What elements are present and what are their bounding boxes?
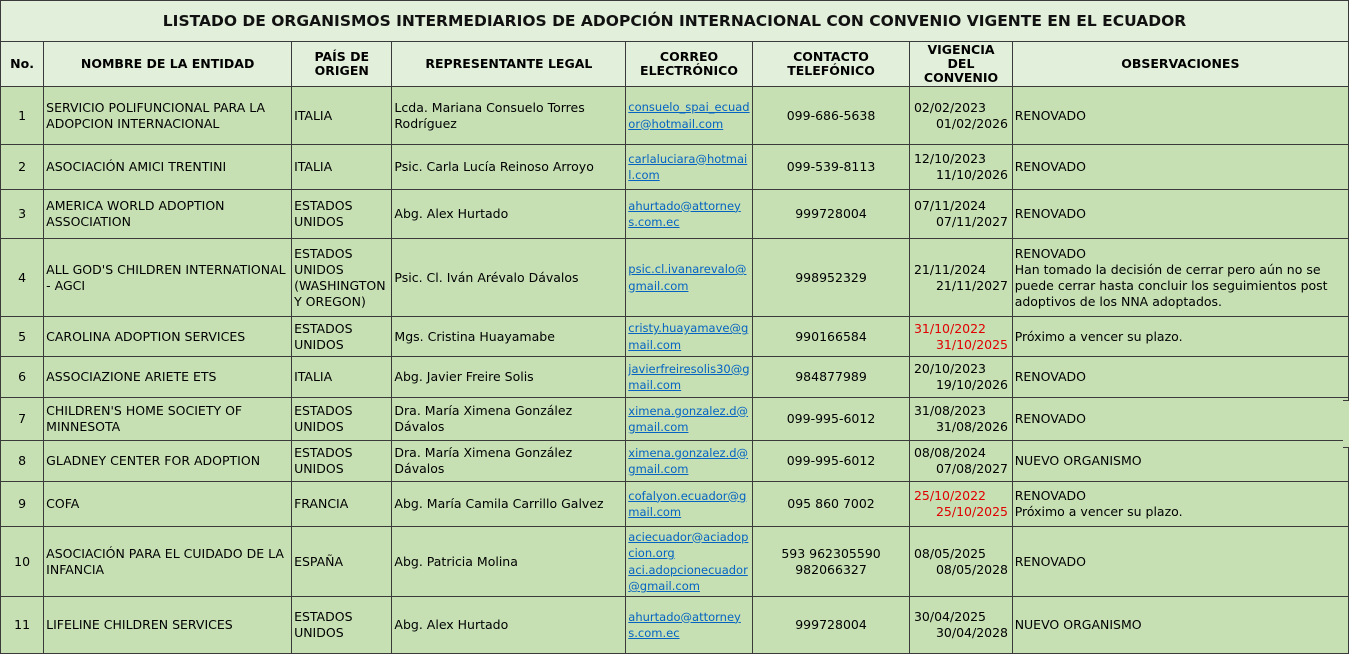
cell-country: ITALIA	[292, 145, 392, 190]
row-overflow-edge	[1343, 400, 1349, 448]
cell-email	[626, 239, 752, 317]
validity-end-date: 08/05/2028	[935, 561, 1009, 577]
validity-end-date: 31/10/2025	[935, 336, 1009, 352]
validity-start-date: 02/02/2023	[913, 99, 987, 115]
table-row	[1, 239, 1349, 317]
cell-representative: Abg. Alex Hurtado	[392, 597, 626, 654]
cell-no: 10	[1, 527, 44, 597]
validity-start-date: 21/11/2024	[913, 261, 987, 277]
cell-entity: COFA	[44, 482, 292, 527]
header-entity: NOMBRE DE LA ENTIDAD	[44, 42, 292, 87]
cell-validity	[910, 482, 1012, 527]
cell-notes: NUEVO ORGANISMO	[1012, 441, 1348, 482]
header-country: PAÍS DE ORIGEN	[292, 42, 392, 87]
cell-country: ITALIA	[292, 357, 392, 398]
validity-start-date: 25/10/2022	[913, 488, 987, 503]
cell-validity	[910, 441, 1012, 482]
table-row	[1, 317, 1349, 357]
cell-phone: 998952329	[752, 239, 910, 317]
validity-end-date: 19/10/2026	[935, 377, 1009, 392]
validity-start-date: 31/10/2022	[913, 320, 987, 336]
cell-representative: Lcda. Mariana Consuelo Torres Rodríguez	[392, 87, 626, 145]
cell-notes: RENOVADO	[1012, 357, 1348, 398]
validity-start-date: 08/08/2024	[913, 445, 987, 460]
cell-phone: 099-539-8113	[752, 145, 910, 190]
cell-validity	[910, 145, 1012, 190]
cell-phone: 593 962305590 982066327	[752, 527, 910, 597]
cell-phone: 999728004	[752, 597, 910, 654]
cell-representative: Abg. María Camila Carrillo Galvez	[392, 482, 626, 527]
table-row	[1, 87, 1349, 145]
table-row	[1, 190, 1349, 239]
cell-email	[626, 87, 752, 145]
email-link[interactable]: carlaluciara@hotmail.com	[628, 151, 748, 182]
cell-no: 1	[1, 87, 44, 145]
table-title: LISTADO DE ORGANISMOS INTERMEDIARIOS DE ADOPCIÓN INTERNACIONAL CON CONVENIO VIGENTE EN EL ECUADOR	[162, 12, 1187, 30]
cell-validity	[910, 87, 1012, 145]
table-row	[1, 441, 1349, 482]
email-link[interactable]: ximena.gonzalez.d@gmail.com	[628, 445, 749, 476]
cell-entity: LIFELINE CHILDREN SERVICES	[44, 597, 292, 654]
validity-start-date: 30/04/2025	[913, 609, 987, 624]
cell-country: ESTADOS UNIDOS (WASHINGTON Y OREGON)	[292, 239, 392, 317]
cell-validity	[910, 190, 1012, 239]
validity-end-date: 07/08/2027	[935, 461, 1009, 476]
header-notes: OBSERVACIONES	[1012, 42, 1348, 87]
cell-no: 7	[1, 398, 44, 441]
cell-representative: Psic. Carla Lucía Reinoso Arroyo	[392, 145, 626, 190]
cell-notes: RENOVADO	[1012, 527, 1348, 597]
table-body	[1, 87, 1349, 654]
cell-validity	[910, 357, 1012, 398]
validity-start-date: 08/05/2025	[913, 545, 987, 561]
cell-email	[626, 482, 752, 527]
header-row	[1, 42, 1349, 87]
cell-validity	[910, 317, 1012, 357]
validity-start-date: 12/10/2023	[913, 151, 987, 166]
cell-email	[626, 317, 752, 357]
cell-email	[626, 441, 752, 482]
validity-end-date: 21/11/2027	[935, 277, 1009, 293]
cell-phone: 095 860 7002	[752, 482, 910, 527]
header-no: No.	[1, 42, 44, 87]
validity-end-date: 25/10/2025	[935, 504, 1009, 519]
table-row	[1, 398, 1349, 441]
email-link[interactable]: psic.cl.ivanarevalo@gmail.com	[628, 262, 747, 293]
header-validity: VIGENCIA DEL CONVENIO	[910, 42, 1012, 87]
email-link[interactable]: javierfreiresolis30@gmail.com	[628, 361, 750, 392]
cell-email	[626, 190, 752, 239]
email-link[interactable]: aciecuador@aciadopcion.org	[628, 529, 749, 560]
email-link[interactable]: aci.adopcionecuador@gmail.com	[628, 562, 748, 593]
cell-country: FRANCIA	[292, 482, 392, 527]
cell-country: ESTADOS UNIDOS	[292, 190, 392, 239]
email-link[interactable]: ximena.gonzalez.d@gmail.com	[628, 403, 749, 434]
table-row	[1, 145, 1349, 190]
cell-phone: 099-995-6012	[752, 398, 910, 441]
cell-entity: ALL GOD'S CHILDREN INTERNATIONAL - AGCI	[44, 239, 292, 317]
cell-validity	[910, 398, 1012, 441]
cell-representative: Abg. Patricia Molina	[392, 527, 626, 597]
cell-representative: Abg. Alex Hurtado	[392, 190, 626, 239]
cell-no: 2	[1, 145, 44, 190]
cell-notes: Próximo a vencer su plazo.	[1012, 317, 1348, 357]
cell-email	[626, 597, 752, 654]
email-link[interactable]: ahurtado@attorneys.com.ec	[628, 198, 741, 229]
validity-end-date: 01/02/2026	[935, 115, 1009, 131]
table-row	[1, 482, 1349, 527]
cell-country: ITALIA	[292, 87, 392, 145]
cell-notes: RENOVADO	[1012, 145, 1348, 190]
cell-email	[626, 145, 752, 190]
cell-email	[626, 527, 752, 597]
cell-entity: CAROLINA ADOPTION SERVICES	[44, 317, 292, 357]
cell-email	[626, 398, 752, 441]
validity-end-date: 07/11/2027	[935, 214, 1009, 229]
cell-representative: Dra. María Ximena González Dávalos	[392, 398, 626, 441]
cell-country: ESTADOS UNIDOS	[292, 398, 392, 441]
cell-no: 3	[1, 190, 44, 239]
cell-no: 8	[1, 441, 44, 482]
cell-entity: ASOCIACIÓN AMICI TRENTINI	[44, 145, 292, 190]
cell-phone: 099-686-5638	[752, 87, 910, 145]
cell-no: 9	[1, 482, 44, 527]
cell-notes: RENOVADO	[1012, 190, 1348, 239]
header-phone: CONTACTO TELEFÓNICO	[752, 42, 910, 87]
cell-no: 5	[1, 317, 44, 357]
cell-country: ESTADOS UNIDOS	[292, 317, 392, 357]
cell-phone: 984877989	[752, 357, 910, 398]
cell-entity: SERVICIO POLIFUNCIONAL PARA LA ADOPCION INTERNACIONAL	[44, 87, 292, 145]
validity-start-date: 31/08/2023	[913, 403, 987, 418]
cell-representative: Psic. Cl. Iván Arévalo Dávalos	[392, 239, 626, 317]
table-row	[1, 527, 1349, 597]
validity-end-date: 30/04/2028	[935, 625, 1009, 640]
cell-entity: CHILDREN'S HOME SOCIETY OF MINNESOTA	[44, 398, 292, 441]
cell-validity	[910, 239, 1012, 317]
cell-validity	[910, 527, 1012, 597]
validity-end-date: 11/10/2026	[935, 167, 1009, 182]
cell-notes: NUEVO ORGANISMO	[1012, 597, 1348, 654]
cell-notes: RENOVADO	[1012, 87, 1348, 145]
validity-end-date: 31/08/2026	[935, 419, 1009, 434]
header-representative: REPRESENTANTE LEGAL	[392, 42, 626, 87]
cell-notes: RENOVADO Han tomado la decisión de cerrar pero aún no se puede cerrar hasta concluir los seguimientos post adoptivos de los NNA adoptados.	[1012, 239, 1348, 317]
cell-phone: 999728004	[752, 190, 910, 239]
table-row	[1, 597, 1349, 654]
validity-start-date: 07/11/2024	[913, 198, 987, 213]
cell-representative: Mgs. Cristina Huayamabe	[392, 317, 626, 357]
cell-no: 6	[1, 357, 44, 398]
cell-entity: ASSOCIAZIONE ARIETE ETS	[44, 357, 292, 398]
email-link[interactable]: cristy.huayamave@gmail.com	[628, 321, 749, 352]
cell-notes: RENOVADO	[1012, 398, 1348, 441]
cell-entity: GLADNEY CENTER FOR ADOPTION	[44, 441, 292, 482]
cell-representative: Dra. María Ximena González Dávalos	[392, 441, 626, 482]
header-email: CORREO ELECTRÓNICO	[626, 42, 752, 87]
cell-email	[626, 357, 752, 398]
cell-phone: 099-995-6012	[752, 441, 910, 482]
cell-representative: Abg. Javier Freire Solis	[392, 357, 626, 398]
email-link[interactable]: ahurtado@attorneys.com.ec	[628, 609, 741, 640]
cell-no: 11	[1, 597, 44, 654]
cell-entity: AMERICA WORLD ADOPTION ASSOCIATION	[44, 190, 292, 239]
cell-entity: ASOCIACIÓN PARA EL CUIDADO DE LA INFANCIA	[44, 527, 292, 597]
table-title-cell	[1, 1, 1349, 42]
cell-country: ESPAÑA	[292, 527, 392, 597]
cell-notes: RENOVADO Próximo a vencer su plazo.	[1012, 482, 1348, 527]
table-row	[1, 357, 1349, 398]
cell-no: 4	[1, 239, 44, 317]
validity-start-date: 20/10/2023	[913, 361, 987, 376]
cell-validity	[910, 597, 1012, 654]
email-link[interactable]: consuelo_spai_ecuador@hotmail.com	[628, 100, 750, 131]
cell-country: ESTADOS UNIDOS	[292, 597, 392, 654]
email-link[interactable]: cofalyon.ecuador@gmail.com	[628, 488, 747, 519]
cell-phone: 990166584	[752, 317, 910, 357]
cell-country: ESTADOS UNIDOS	[292, 441, 392, 482]
